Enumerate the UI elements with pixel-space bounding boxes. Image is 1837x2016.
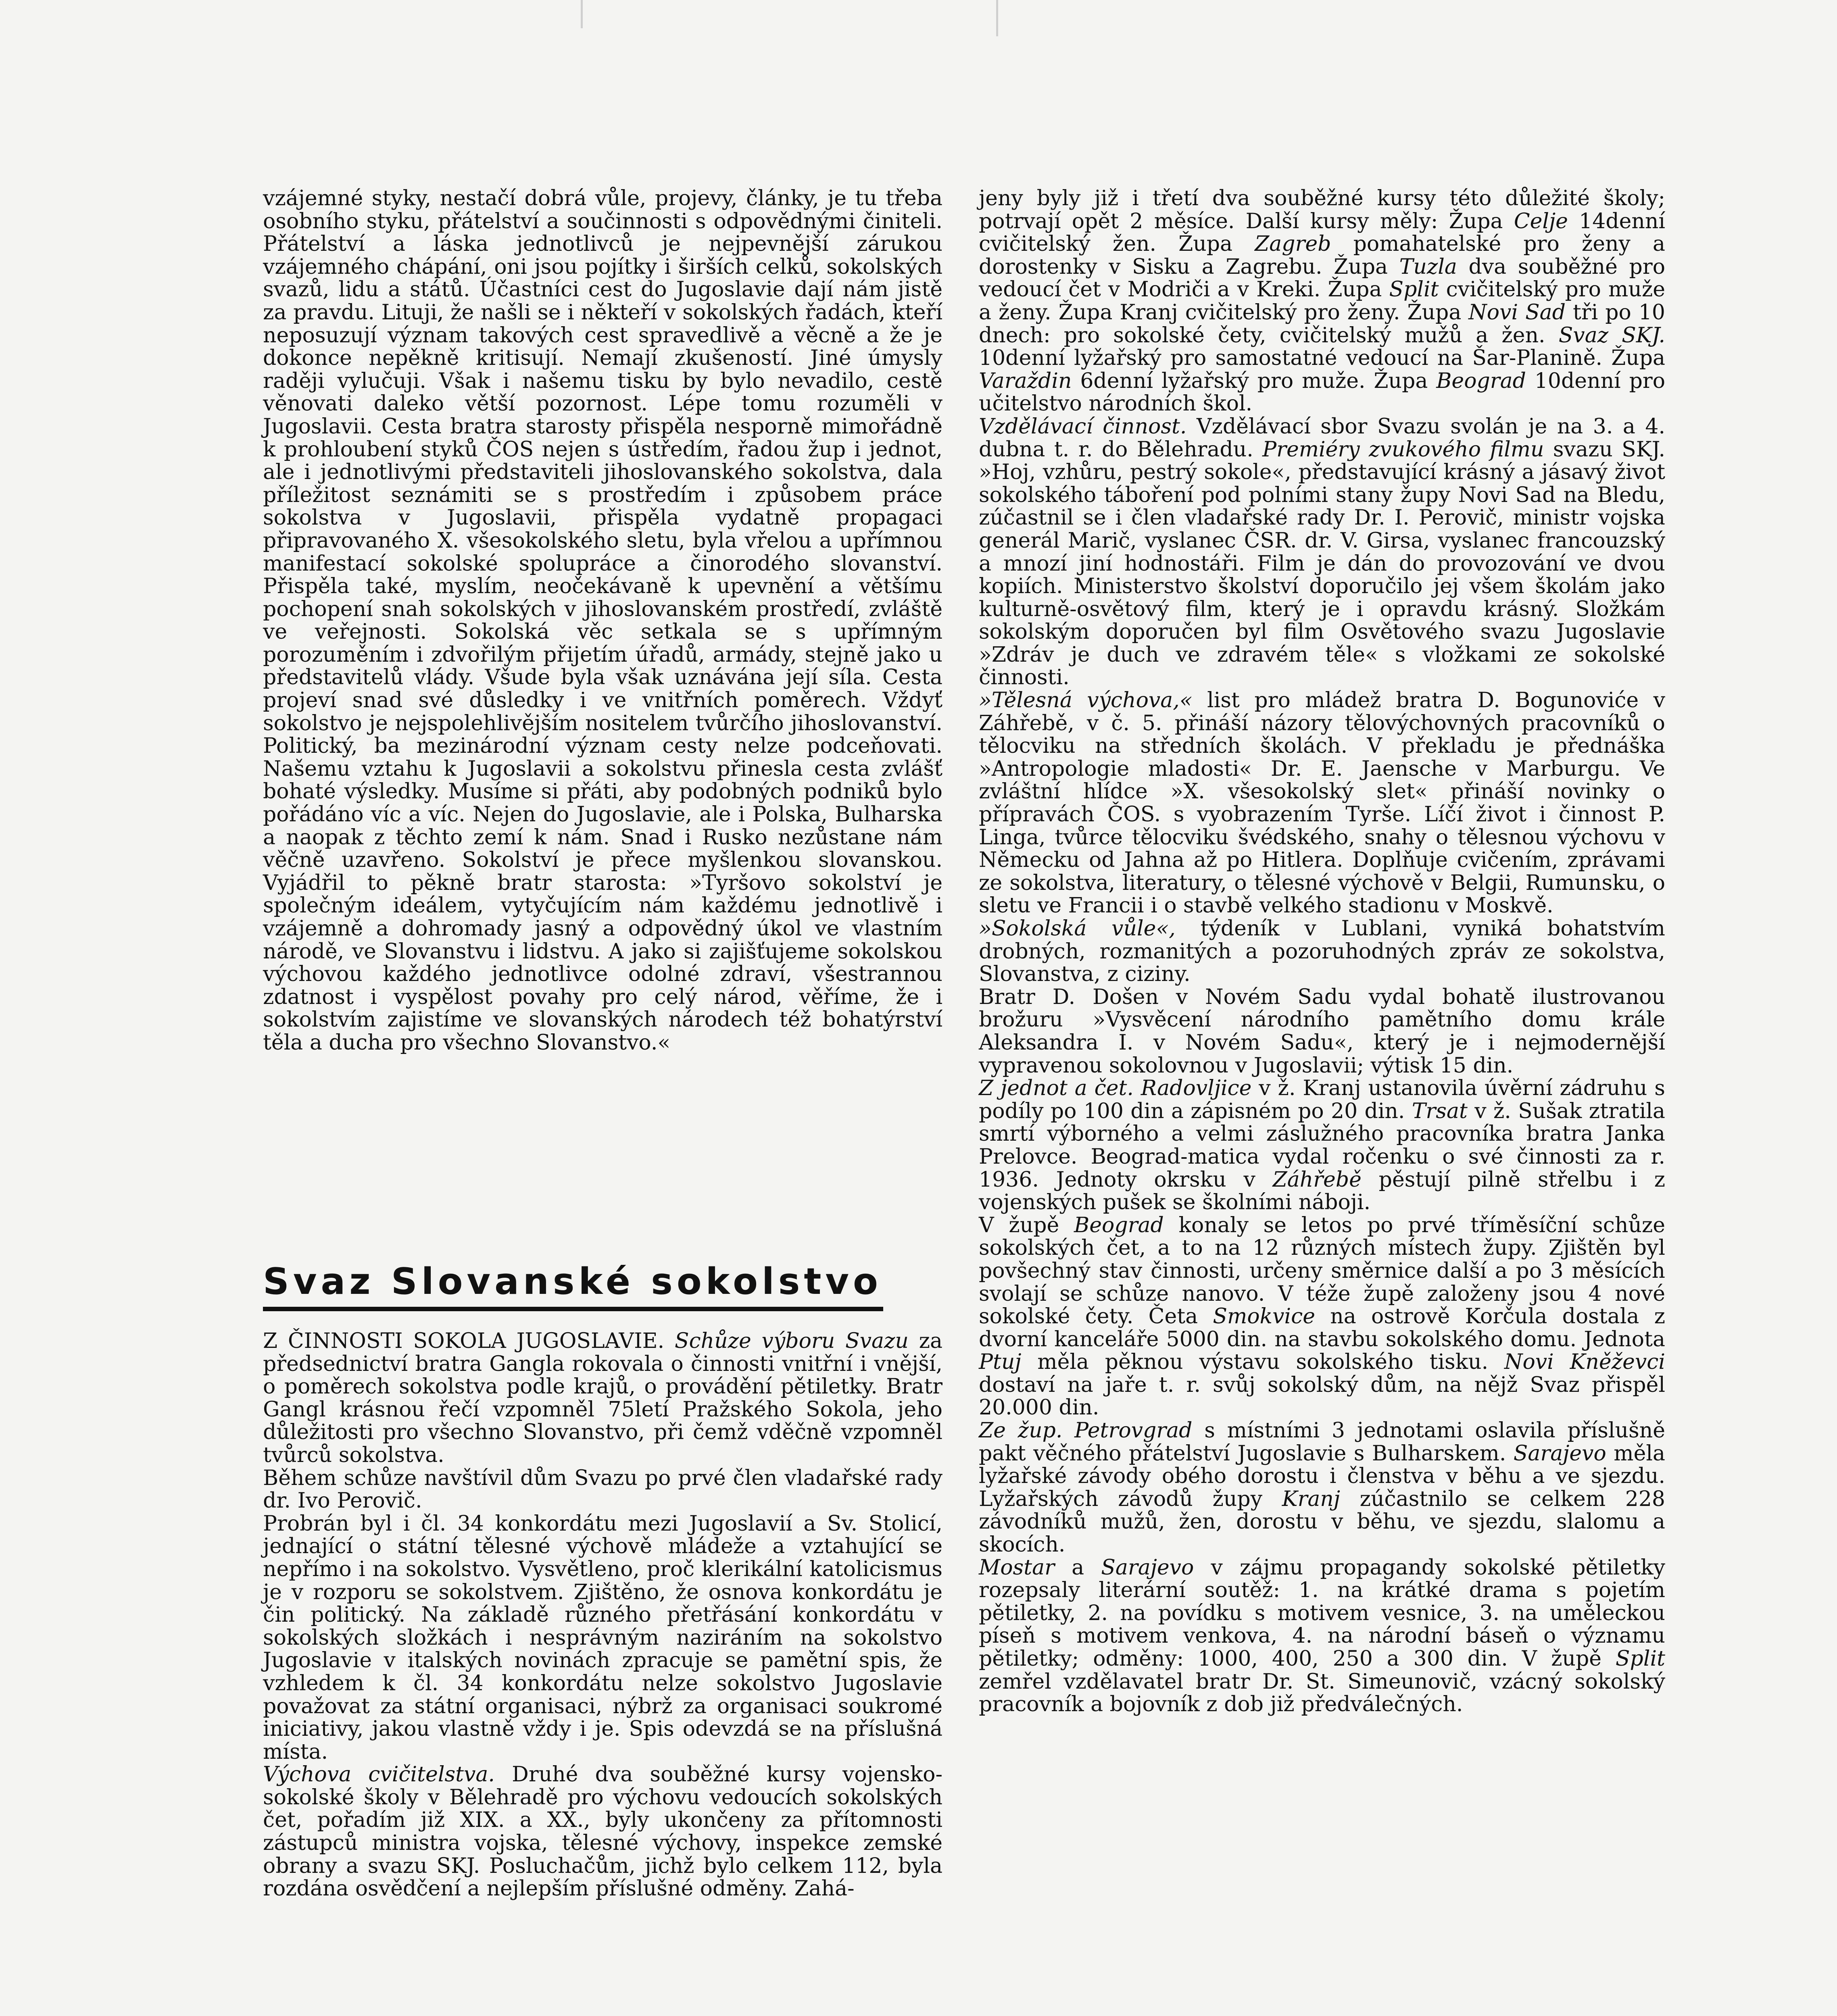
place-name: Split [1615, 1647, 1665, 1671]
text-run: 14denní cvičitelský žen. Župa [979, 209, 1666, 256]
text-run: za předsednictví bratra Gangla rokovala o činnosti vnitřní i vnější, o poměrech sokolstva podle krajů, o provádění pětiletky. Bratr Gangl krásnou řečí vzpomněl 75letí Pražského Sokola, jeho důležitosti pro všechno Slovanstvo, při čemž vděčně vzpomněl tvůrců sokolstva. [263, 1329, 943, 1467]
place-name: Záhřebě [1272, 1167, 1362, 1192]
paragraph: Během schůze navštívil dům Svazu po prvé člen vladařské rady dr. Ivo Perovič. [263, 1466, 942, 1513]
paragraph [263, 1763, 942, 1900]
paragraph [979, 415, 1665, 689]
place-name: Ptuj [979, 1350, 1022, 1375]
place-name: Novi Sad [1468, 300, 1566, 325]
paragraph [979, 1214, 1665, 1419]
text-run: měla pěknou výstavu sokolského tisku. [1037, 1350, 1489, 1375]
place-name: Varaždin [979, 369, 1072, 393]
text-run: V župě [979, 1213, 1059, 1237]
text-run: a [1072, 1555, 1084, 1580]
right-column [979, 187, 1665, 1716]
left-column-top [263, 187, 942, 1054]
paragraph [979, 689, 1665, 917]
place-name: Smokvice [1213, 1304, 1316, 1329]
place-name: Beograd [1074, 1213, 1164, 1237]
place-name: Novi Kněževci [1504, 1350, 1666, 1375]
text-run: Vzdělávací sbor Svazu svolán je na 3. a 4. dubna t. r. do Bělehradu. [979, 414, 1665, 462]
text-run: jeny byly již i třetí dva souběžné kursy této důležité školy; potrvají opět 2 měsíce. Další kursy měly: Župa [979, 186, 1665, 233]
text-run: na ostrově Korčula dostala z dvorní kanceláře 5000 din. na stavbu sokolského domu. Jednota [979, 1304, 1666, 1352]
place-name: Zagreb [1255, 232, 1331, 256]
text-run: s místními 3 jednotami oslavila příslušně pakt věčného přátelství Jugoslavie s Bulharskem. [979, 1418, 1665, 1466]
text-run: list pro mládež bratra D. Bogunoviće v Záhřebě, v č. 5. přináší názory tělovýchovných pracovníků o tělocviku na středních školách. V překladu je přednáška »Antropologie mladosti« Dr. E. Jaensche v Marburgu. Ve zvláštní hlídce »X. všesokolský slet« přináší novinky o přípravách ČOS. s vyobrazením Tyrše. Líčí život i činnost P. Linga, tvůrce tělocviku švédského, snahy o tělesnou výchovu v Německu od Jahna až po Hitlera. Doplňuje cvičením, zprávami ze sokolstva, literatury, o tělesné výchově v Belgii, Rumunsku, o sletu ve Francii i o stavbě velkého stadionu v Moskvě. [979, 688, 1666, 918]
place-name: Tuzla [1399, 254, 1457, 279]
text-run: cvičitelský pro muže a ženy. Župa Kranj cvičitelský pro ženy. Župa [979, 277, 1666, 325]
text-run: 10denní lyžařský pro samostatné vedoucí na Šar-Planině. Župa [979, 346, 1665, 371]
italic-lead: »Tělesná výchova,« [979, 688, 1193, 713]
text-run: týdeník v Lublani, vyniká bohatstvím drobných, rozmanitých a pozoruhodných zpráv ze sokolstva, Slovanstva, z ciziny. [979, 916, 1665, 987]
paragraph [979, 917, 1665, 986]
place-name: Kranj [1282, 1487, 1341, 1511]
place-name: Beograd [1436, 369, 1526, 393]
paragraph: Bratr D. Došen v Novém Sadu vydal bohatě ilustrovanou brožuru »Vysvěcení národního pamětního domu krále Aleksandra I. v Novém Sadu«, který je i nejmodernější vypravenou sokolovnou v Jugoslavii; výtisk 15 din. [979, 985, 1665, 1078]
paragraph: vzájemné styky, nestačí dobrá vůle, projevy, články, je tu třeba osobního styku, přátelství a součinnosti s odpovědnými činiteli. Přátelství a láska jednotlivců je nejpevnější zárukou vzájemného chápání, oni jsou pojítky i širších celků, sokolských svazů, lidu a států. Účastníci cest do Jugoslavie dají nám jistě za pravdu. Lituji, že našli se i někteří v sokolských řadách, kteří neposuzují význam takových cest spravedlivě a věcně a že je dokonce nepěkně kritisují. Nemají zkušeností. Jiné úmysly raději vylučuji. Však i našemu tisku by bylo nevadilo, cestě věnovati daleko větší pozornost. Lépe tomu rozuměli v Jugoslavii. Cesta bratra starosty přispěla nesporně mimořádně k prohloubení styků ČOS nejen s ústředím, řadou žup i jednot, ale i jednotlivými představiteli jihoslovanského sokolstva, dala příležitost seznámiti se s prostředím i způsobem práce sokolstva v Jugoslavii, přispěla vydatně propagaci připravovaného X. všesokolského sletu, byla vřelou a upřímnou manifestací sokolské spolupráce a činorodého slovanství. Přispěla také, myslím, neočekávaně k upevnění a většímu pochopení snah sokolských v jihoslovanském prostředí, zvláště ve veřejnosti. Sokolská věc setkala se s upřímným porozuměním i zdvořilým přijetím úřadů, armády, stejně jako u představitelů vlády. Všude byla však uznávána její síla. Cesta projeví snad své důsledky i ve vnitřních poměrech. Vždyť sokolstvo je nejspolehlivějším nositelem tvůrčího jihoslovanství. Politický, ba mezinárodní význam cesty nelze podceňovati. Našemu vztahu k Jugoslavii a sokolstvu přinesla cesta zvlášť bohaté výsledky. Musíme si přáti, aby podobných podniků bylo pořádáno víc a víc. Nejen do Jugoslavie, ale i Polska, Bulharska a naopak z těchto zemí k nám. Snad i Rusko nezůstane nám věčně uzavřeno. Sokolství je přece myšlenkou slovanskou. Vyjádřil to pěkně bratr starosta: »Tyršovo sokolství je společným ideálem, vytyčujícím nám každému jednotlivě i vzájemně a dohromady jasný a odpovědný úkol ve vlastním národě, ve Slovanstvu i lidstvu. A jako si zajišťujeme sokolskou výchovou každého jednotlivce odolné zdraví, všestrannou zdatnost i vyspělost povahy pro celý národ, věříme, že i sokolstvím zajistíme ve slovanských národech též bohatýrství těla a ducha pro všechno Slovanstvo.« [263, 186, 942, 1055]
text-run: v ž. Kranj ustanovila úvěrní zádruhu s podíly po 100 din a zápisném po 20 din. [979, 1076, 1665, 1123]
text-run: v zájmu propagandy sokolské pětiletky rozepsaly literární soutěž: 1. na krátké drama s pojetím pětiletky, 2. na povídku s motivem vesnice, 3. na uměleckou píseň s motivem venkova, 4. na národní báseň o významu pětiletky; odměny: 1000, 400, 250 a 300 din. V župě [979, 1555, 1666, 1671]
place-name: Sarajevo [1513, 1441, 1606, 1466]
italic-lead: Z jednot a čet. Radovljice [979, 1076, 1252, 1101]
paragraph [979, 1556, 1665, 1716]
text-run: dva souběžné pro vedoucí čet v Modriči a v Kreki. Župa [979, 254, 1665, 302]
place-name: Sarajevo [1101, 1555, 1194, 1580]
text-run: pomahatelské pro ženy a dorostenky v Sisku a Zagrebu. Župa [979, 232, 1666, 279]
scan-artifact [996, 0, 998, 36]
paragraph [979, 187, 1665, 415]
italic-lead: Schůze výboru Svazu [674, 1329, 909, 1353]
text-run: v ž. Sušak ztratila smrtí výborného a velmi záslužného pracovníka bratra Janka Prelovce. Beograd-matica vydal ročenku o své činnosti za r. 1936. Jednoty okrsku v [979, 1099, 1666, 1192]
text-run: zemřel vzdělavatel bratr Dr. St. Simeunovič, vzácný sokolský pracovník a bojovník z dob již předválečných. [979, 1669, 1665, 1717]
left-column-section [263, 1330, 942, 1900]
place-name: Split [1389, 277, 1439, 302]
text-run: pěstují pilně střelbu i z vojenských pušek se školními náboji. [979, 1167, 1665, 1215]
place-name: Svaz SKJ. [1558, 323, 1665, 348]
paragraph [979, 1077, 1665, 1214]
paragraph [979, 1419, 1665, 1556]
italic-lead: Premiéry zvukového filmu [1262, 437, 1544, 462]
italic-lead: Ze žup. Petrovgrad [979, 1418, 1193, 1443]
text-run: zúčastnilo se celkem 228 závodníků mužů, žen, dorostu v běhu, ve sjezdu, slalomu a skocích. [979, 1487, 1666, 1557]
text-run: tři po 10 dnech: pro sokolské čety, cvičitelský mužů a žen. [979, 300, 1665, 348]
place-name: Trsat [1412, 1099, 1468, 1123]
text-run: měla lyžařské závody obého dorostu i členstva v běhu a ve sjezdu. Lyžařských závodů župy [979, 1441, 1666, 1511]
place-name: Celje [1514, 209, 1568, 233]
paragraph: Probrán byl i čl. 34 konkordátu mezi Jugoslavií a Sv. Stolicí, jednající o státní tělesné výchově mládeže a vztahující se nepřímo i na sokolstvo. Vysvětleno, proč klerikální katolicismus je v rozporu se sokolstvem. Zjištěno, že osnova konkordátu je čin politický. Na základě různého přetřásání konkordátu v sokolských složkách i nesprávným naziráním na sokolstvo Jugoslavie v italských novinách zpracuje se pamětní spis, že vzhledem k čl. 34 konkordátu nelze sokolstvo Jugoslavie považovat za státní organisaci, nýbrž za organisaci soukromé iniciativy, jakou vlastně vždy i je. Spis odevzdá se na příslušná místa. [263, 1511, 942, 1764]
text-run: 10denní pro učitelstvo národních škol. [979, 369, 1666, 416]
text-run: konaly se letos po prvé tříměsíční schůze sokolských čet, a to na 12 různých místech župy. Zjištěn byl povšechný stav činnosti, určeny směrnice další a po 3 měsících svolají se schůze nanovo. V téže župě založeny jsou 4 nové sokolské čety. Četa [979, 1213, 1666, 1329]
text-run: dostaví na jaře t. r. svůj sokolský dům, na nějž Svaz přispěl 20.000 din. [979, 1372, 1665, 1420]
italic-lead: »Sokolská vůle«, [979, 916, 1176, 941]
section-heading: Svaz Slovanské sokolstvo [263, 1260, 883, 1311]
text-run: svazu SKJ. »Hoj, vzhůru, pestrý sokole«, představující krásný a jásavý život sokolského táboření pod polními stany župy Novi Sad na Bledu, zúčastnil se i člen vladařské rady Dr. I. Perovič, ministr vojska generál Marič, vyslanec ČSR. dr. V. Girsa, vyslanec francouzský a mnozí jiní hodnostáři. Film je dán do provozování ve dvou kopiích. Ministerstvo školství doporučilo jej všem školám jako kulturně-osvětový film, který je i opravdu krásný. Složkám sokolským doporučen byl film Osvětového svazu Jugoslavie »Zdráv je duch ve zdravém těle« s vložkami ze sokolské činnosti. [979, 437, 1665, 690]
place-name: Mostar [979, 1555, 1055, 1580]
text-run: 6denní lyžařský pro muže. Župa [1080, 369, 1428, 393]
text-run: Druhé dva souběžné kursy vojensko-sokolské školy v Bělehradě pro výchovu vedoucích sokolských čet, pořadím již XIX. a XX., byly ukončeny za přítomnosti zástupců ministra vojska, tělesné výchovy, inspekce zemské obrany a svazu SKJ. Posluchačům, jichž bylo celkem 112, byla rozdána osvědčení a nejlepším příslušné odměny. Zahá- [263, 1762, 943, 1901]
lead-caps: Z ČINNOSTI SOKOLA JUGOSLAVIE. [263, 1329, 665, 1353]
paragraph [263, 1330, 942, 1467]
italic-lead: Vzdělávací činnost. [979, 414, 1187, 439]
scan-artifact [581, 0, 583, 28]
italic-lead: Výchova cvičitelstva. [263, 1762, 495, 1787]
